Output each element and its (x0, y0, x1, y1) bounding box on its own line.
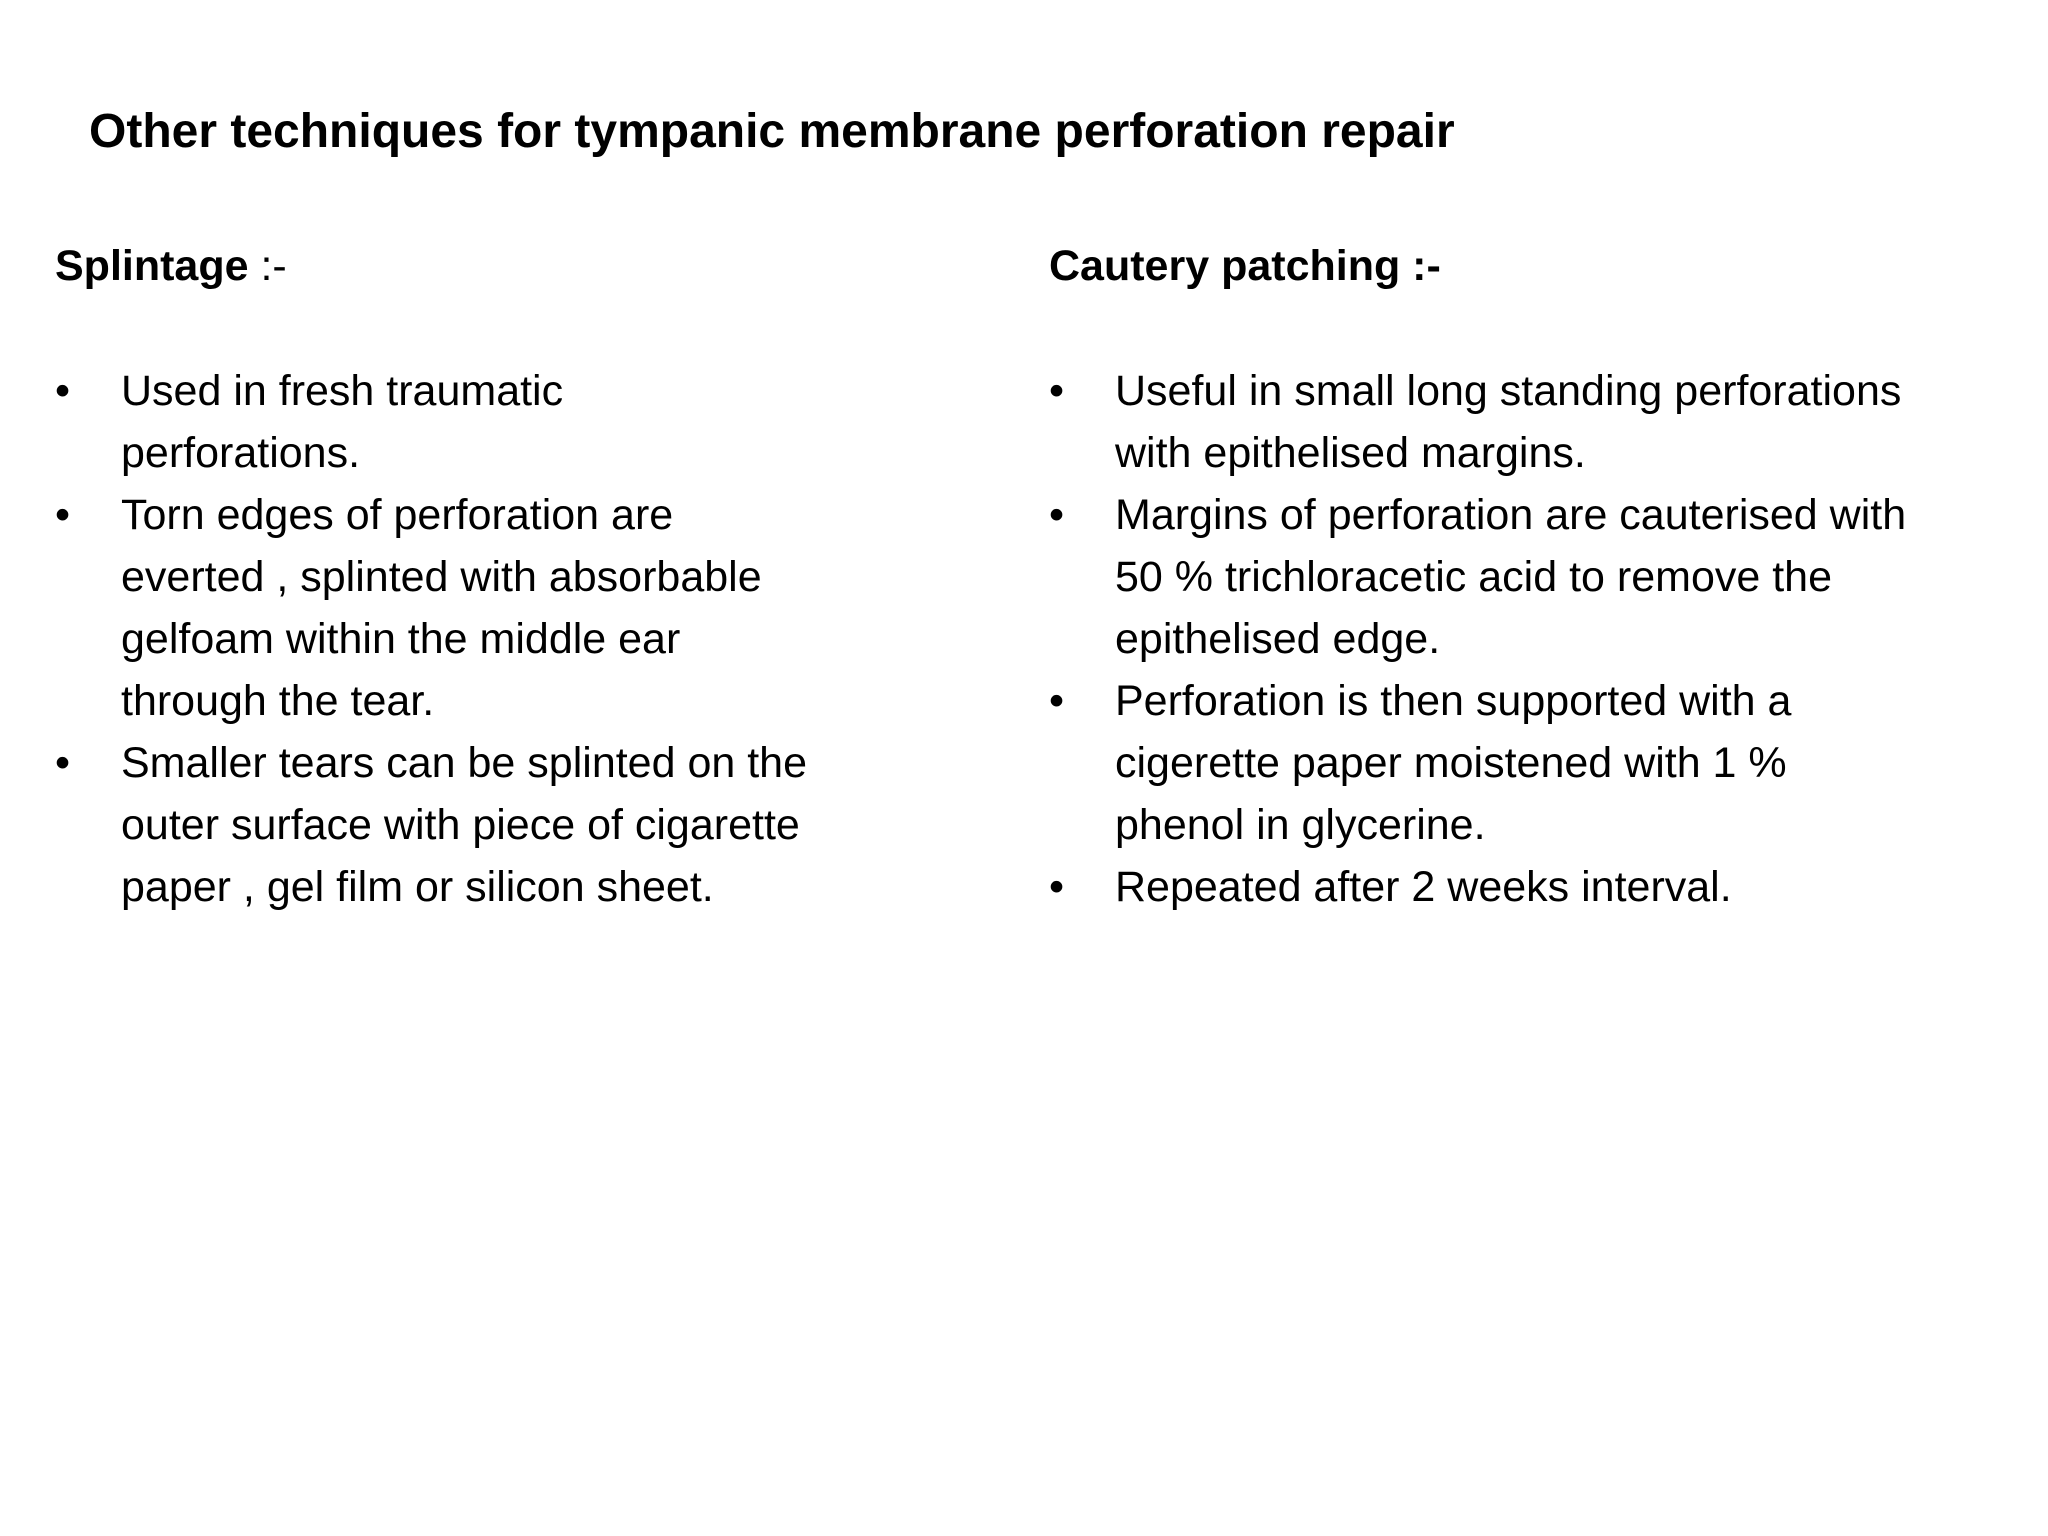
cautery-patching-heading-suffix: :- (1400, 242, 1441, 290)
slide-title: Other techniques for tympanic membrane perforation repair (89, 105, 1455, 158)
bullet-dot-icon: • (55, 491, 71, 539)
bullet-item (1049, 856, 2009, 918)
bullet-dot-icon: • (1049, 863, 1065, 911)
bullet-text-line: gelfoam within the middle ear (121, 615, 681, 663)
splintage-heading-suffix: :- (248, 242, 287, 290)
bullet-text-line: Torn edges of perforation are (121, 491, 674, 539)
splintage-bullet-list (55, 360, 955, 918)
bullet-text-line: 50 % trichloracetic acid to remove the (1115, 553, 1832, 601)
splintage-heading-label: Splintage (55, 242, 249, 290)
bullet-item (1049, 484, 2009, 670)
bullet-text-line: paper , gel film or silicon sheet. (121, 863, 714, 911)
splintage-column (55, 235, 1015, 911)
bullet-text-line: Margins of perforation are cauterised with (1115, 491, 1907, 539)
bullet-text-line: perforations. (121, 429, 361, 477)
splintage-heading (55, 235, 1015, 297)
bullet-dot-icon: • (55, 739, 71, 787)
bullet-text-line: with epithelised margins. (1115, 429, 1586, 477)
cautery-patching-bullet-list (1049, 360, 2009, 918)
bullet-text-line: through the tear. (121, 677, 435, 725)
cautery-patching-heading (1049, 235, 2019, 297)
bullet-dot-icon: • (1049, 367, 1065, 415)
bullet-dot-icon: • (1049, 677, 1065, 725)
bullet-text-line: epithelised edge. (1115, 615, 1441, 663)
bullet-text-line: Used in fresh traumatic (121, 367, 564, 415)
bullet-text-line: cigerette paper moistened with 1 % (1115, 739, 1787, 787)
bullet-dot-icon: • (55, 367, 71, 415)
bullet-item (1049, 360, 2009, 484)
bullet-text-line: Smaller tears can be splinted on the (121, 739, 808, 787)
bullet-dot-icon: • (1049, 491, 1065, 539)
bullet-text-line: Useful in small long standing perforations (1115, 367, 1902, 415)
cautery-patching-column (1049, 235, 2019, 911)
cautery-patching-heading-label: Cautery patching (1049, 242, 1401, 290)
bullet-text-line: Repeated after 2 weeks interval. (1115, 863, 1732, 911)
bullet-item (55, 360, 955, 484)
bullet-text-line: everted , splinted with absorbable (121, 553, 762, 601)
bullet-item (55, 484, 955, 732)
bullet-text-line: outer surface with piece of cigarette (121, 801, 800, 849)
bullet-text-line: phenol in glycerine. (1115, 801, 1486, 849)
bullet-item (1049, 670, 2009, 856)
bullet-item (55, 732, 955, 918)
bullet-text-line: Perforation is then supported with a (1115, 677, 1792, 725)
